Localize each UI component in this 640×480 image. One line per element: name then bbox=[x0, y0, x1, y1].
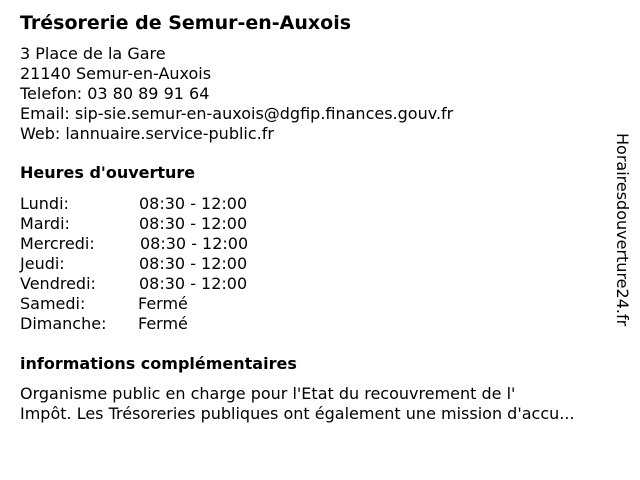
city-address: 21140 Semur-en-Auxois bbox=[20, 64, 212, 83]
time-value: 08:30 - 12:00 bbox=[139, 254, 248, 273]
day-label: Lundi: bbox=[20, 194, 69, 213]
time-value: Fermé bbox=[138, 294, 188, 313]
watermark-text: Horairesdouverture24.fr bbox=[613, 133, 632, 327]
hours-row-saturday bbox=[20, 294, 320, 314]
day-label: Mardi: bbox=[20, 214, 70, 233]
email-address: Email: sip-sie.semur-en-auxois@dgfip.finances.gouv.fr bbox=[20, 104, 454, 123]
hours-row-tuesday bbox=[20, 214, 320, 234]
info-description bbox=[20, 384, 628, 424]
day-label: Mercredi: bbox=[20, 234, 95, 253]
hours-row-wednesday bbox=[20, 234, 320, 254]
day-label: Jeudi: bbox=[20, 254, 65, 273]
hours-row-friday bbox=[20, 274, 320, 294]
day-label: Vendredi: bbox=[20, 274, 96, 293]
hours-row-sunday bbox=[20, 314, 320, 334]
opening-hours-table bbox=[20, 194, 320, 334]
info-line: Impôt. Les Trésoreries publiques ont également une mission d'accu... bbox=[20, 404, 575, 423]
hours-row-thursday bbox=[20, 254, 320, 274]
hours-row-monday bbox=[20, 194, 320, 214]
website-link: Web: lannuaire.service-public.fr bbox=[20, 124, 274, 143]
info-line: Organisme public en charge pour l'Etat du recouvrement de l' bbox=[20, 384, 516, 403]
time-value: 08:30 - 12:00 bbox=[139, 194, 248, 213]
time-value: 08:30 - 12:00 bbox=[139, 214, 248, 233]
time-value: 08:30 - 12:00 bbox=[140, 234, 249, 253]
hours-heading: Heures d'ouverture bbox=[20, 163, 196, 182]
address-block bbox=[20, 44, 453, 144]
street-address: 3 Place de la Gare bbox=[20, 44, 166, 63]
day-label: Samedi: bbox=[20, 294, 86, 313]
info-heading: informations complémentaires bbox=[20, 354, 297, 373]
time-value: Fermé bbox=[138, 314, 188, 333]
page-title: Trésorerie de Semur-en-Auxois bbox=[20, 12, 352, 34]
time-value: 08:30 - 12:00 bbox=[139, 274, 248, 293]
phone-number: Telefon: 03 80 89 91 64 bbox=[20, 84, 210, 103]
day-label: Dimanche: bbox=[20, 314, 107, 333]
